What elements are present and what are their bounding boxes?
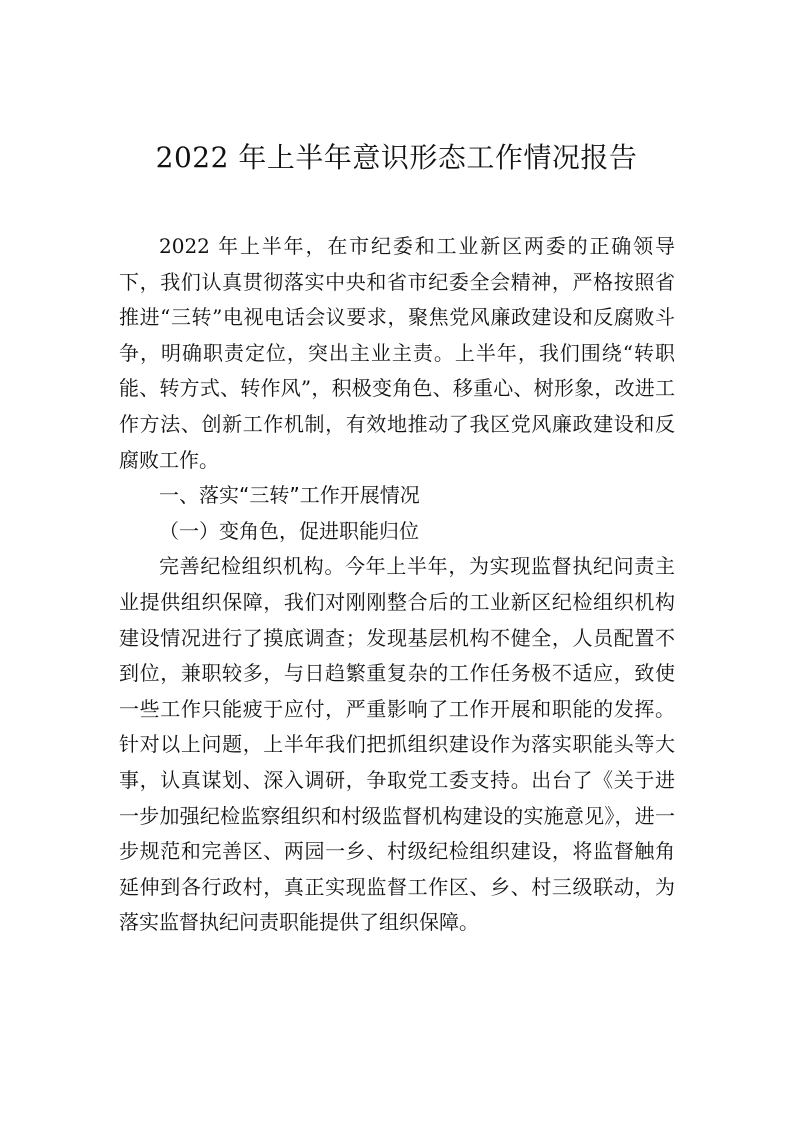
intro-paragraph: 2022 年上半年，在市纪委和工业新区两委的正确领导下，我们认真贯彻落实中央和省市纪委全会精神，严格按照省推进“三转”电视电话会议要求，聚焦党风廉政建设和反腐败斗争，明确职责定位，突出主业主责。上半年，我们围绕“转职能、转方式、转作风”，积极变角色、移重心、树形象，改进工作方法、创新工作机制，有效地推动了我区党风廉政建设和反腐败工作。: [119, 234, 675, 472]
document-body: [119, 229, 675, 941]
section-heading: 一、落实“三转”工作开展情况: [159, 483, 420, 508]
body-paragraph: 完善纪检组织机构。今年上半年，为实现监督执纪问责主业提供组织保障，我们对刚刚整合后的工业新区纪检组织机构建设情况进行了摸底调查；发现基层机构不健全，人员配置不到位，兼职较多，与日趋繁重复杂的工作任务极不适应，致使一些工作只能疲于应付，严重影响了工作开展和职能的发挥。针对以上问题，上半年我们把抓组织建设作为落实职能头等大事，认真谋划、深入调研，争取党工委支持。出台了《关于进一步加强纪检监察组织和村级监督机构建设的实施意见》，进一步规范和完善区、两园一乡、村级纪检组织建设，将监督触角延伸到各行政村，真正实现监督工作区、乡、村三级联动，为落实监督执纪问责职能提供了组织保障。: [119, 554, 675, 935]
document-title: 2022 年上半年意识形态工作情况报告: [155, 141, 638, 174]
subsection-heading: （一）变角色，促进职能归位: [159, 518, 419, 543]
